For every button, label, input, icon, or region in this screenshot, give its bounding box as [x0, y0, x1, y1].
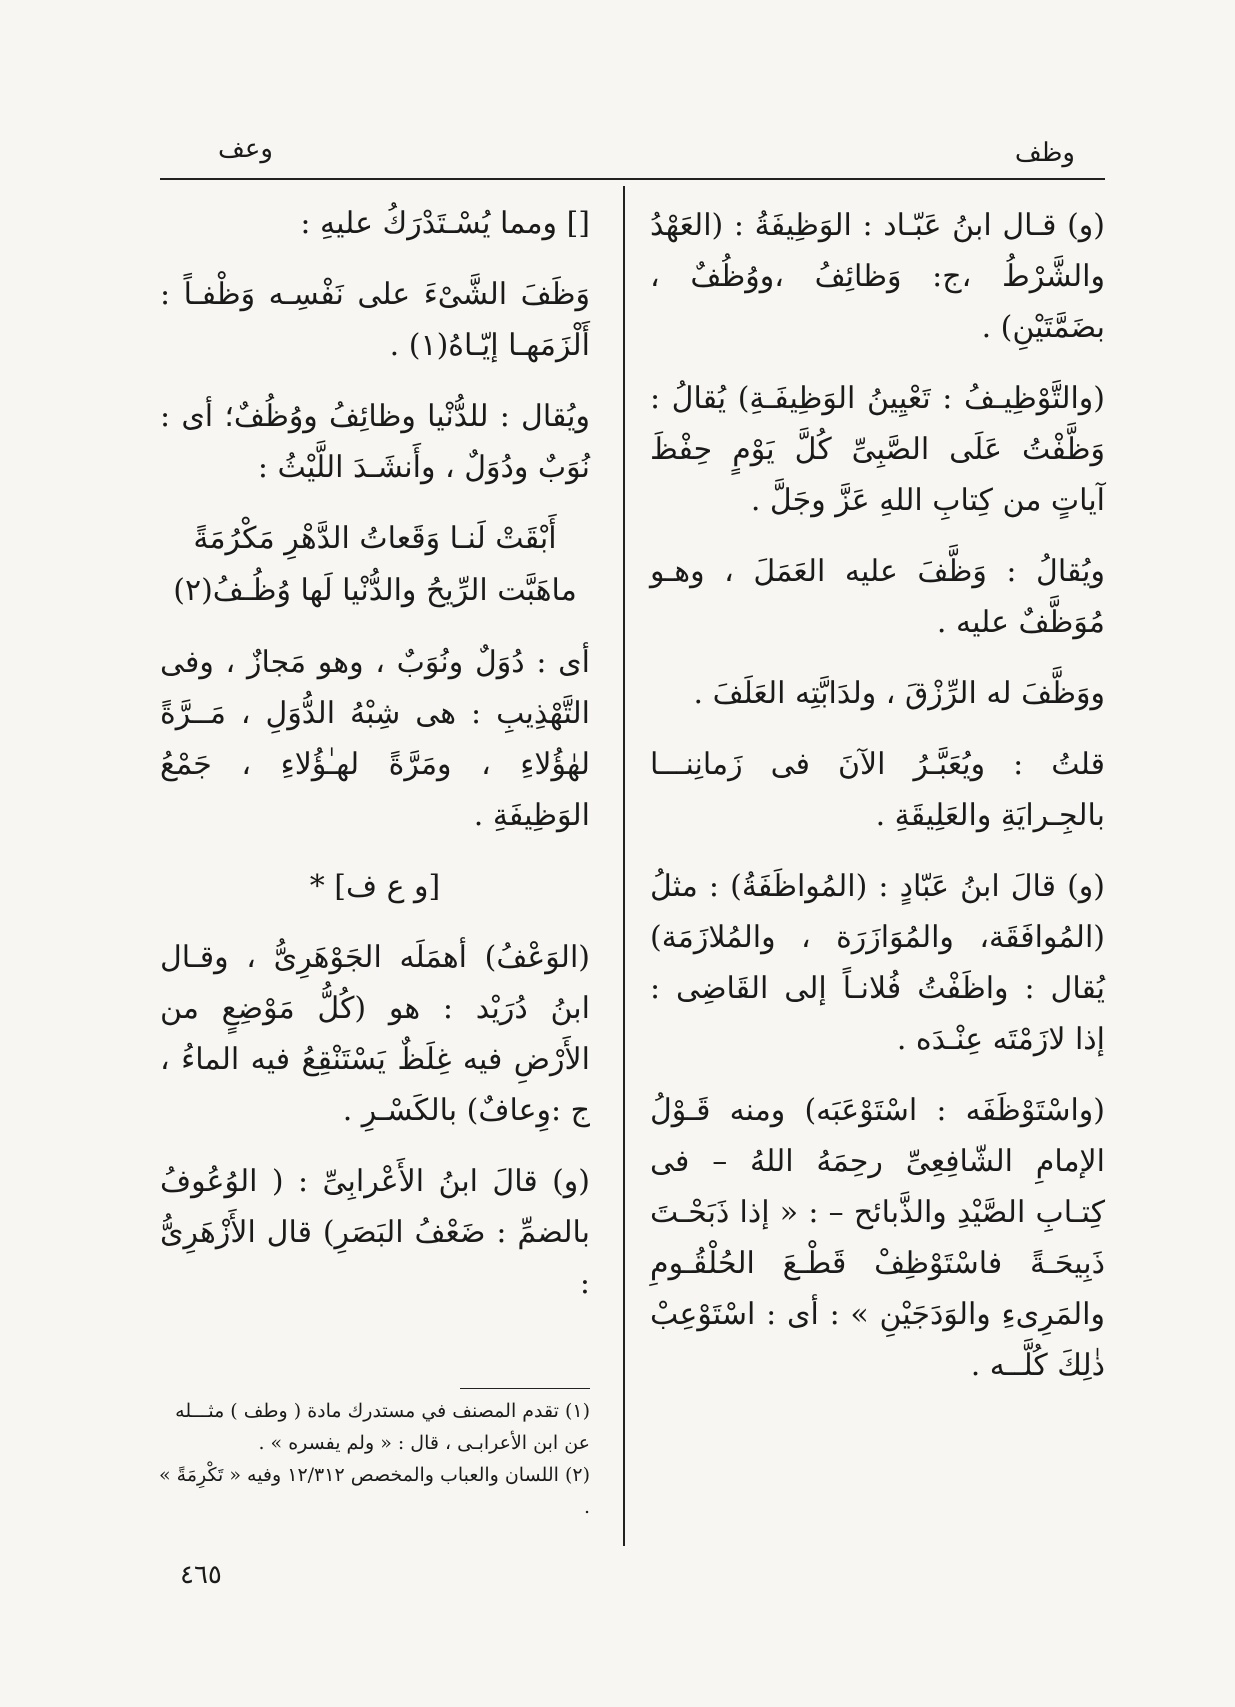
paragraph: ووَظَّفَ له الرِّزْقَ ، ولدَابَّتِه العَلَفَ . [693, 676, 1105, 711]
paragraph: ويُقالُ : وَظَّفَ عليه العَمَلَ ، وهـو مُوَظَّفٌ عليه . [650, 554, 1105, 640]
paragraph: [] ومما يُسْـتَدْرَكُ عليهِ : [300, 206, 590, 241]
paragraph: ويُقال : للدُّنْيا وظائِفُ ووُظُفٌ؛ أى : نُوَبٌ ودُوَلٌ ، وأَنشَـدَ اللَّيْثُ : [160, 399, 590, 485]
footnote: (٢) اللسان والعباب والمخصص ١٢/٣١٢ وفيه « تَكْرِمَةً » . [159, 1464, 590, 1518]
paragraph: (الوَعْفُ) أهمَلَه الجَوْهَرِىُّ ، وقـال ابنُ دُرَيْد : هو (كُلُّ مَوْضِعٍ من الأَرْضِ فيه غِلَظٌ يَسْتَنْقِعُ فيه الماءُ ، ج :وِعافٌ) بالكَسْـرِ . [160, 940, 590, 1128]
entry-heading: [و ع ف] * [309, 869, 441, 904]
paragraph: (و) قالَ ابنُ عَبّادٍ : (المُواظَفَةُ) : مثلُ (المُوافَقَة، والمُوَازَرَة ، والمُلازَمَة) يُقال : واظَفْتُ فُلانـاً إلى القَاضِى : إذا لازَمْتَه عِنْـدَه . [650, 869, 1105, 1057]
paragraph: (و) قالَ ابنُ الأَعْرابِىِّ : ( الوُعُوفُ بالضمِّ : ضَعْفُ البَصَرِ) قال الأَزْهَرِىُّ : [160, 1164, 590, 1301]
paragraph: وَظَفَ الشَّىْءَ على نَفْسِـه وَظْفـاً : أَلْزَمَهـا إيّـاهُ(١) . [160, 277, 590, 363]
right-column [650, 200, 1105, 1411]
verse-line: ماهَبَّت الرِّيحُ والدُّنْيا لَها وُظُـفُ(٢) [173, 573, 577, 608]
poetry-verse [160, 513, 590, 617]
column-divider [623, 186, 625, 1546]
footnote-divider [460, 1388, 590, 1389]
paragraph: (و) قـال ابنُ عَبّـاد : الوَظِيفَةُ : (العَهْدُ والشَّرْطُ ،ج: وَظائِفُ ،ووُظُفٌ ، بضَمَّتَيْنِ) . [650, 208, 1105, 345]
page-number: ٤٦٥ [180, 1560, 222, 1590]
footnotes [155, 1395, 590, 1523]
header-root-word-right: وظف [1014, 138, 1075, 168]
left-column [160, 198, 590, 1329]
header-root-word-left: وعف [218, 134, 273, 164]
paragraph: قلتُ : ويُعَبَّـرُ الآنَ فى زَمانِنـــا بالجِـرايَةِ والعَلِيقَةِ . [650, 747, 1105, 833]
paragraph: (واسْتَوْظَفَه : اسْتَوْعَبَه) ومنه قَـوْلُ الإمامِ الشّافِعِىِّ رحِمَهُ اللهُ – فى كِتـابِ الصَّيْدِ والذَّبائح – : « إذا ذَبَحْـتَ ذَبِيحَـةً فاسْتَوْظِفْ قَطْـعَ الحُلْقُـومِ والمَرِىءِ والوَدَجَيْنِ » : أى : اسْتَوْعِبْ ذٰلِكَ كُلَّــه . [650, 1093, 1105, 1383]
paragraph: (والتَّوْظِيـفُ : تَعْيِينُ الوَظِيفَـةِ) يُقالُ : وَظَّفْتُ عَلَى الصَّبِىِّ كُلَّ يَوْمٍ حِفْظَ آياتٍ من كِتابِ اللهِ عَزَّ وجَلَّ . [650, 381, 1105, 518]
verse-line: أَبْقَتْ لَنـا وَقَعاتُ الدَّهْرِ مَكْرُمَةً [193, 521, 557, 556]
header-divider [160, 178, 1105, 180]
footnote: (١) تقدم المصنف في مستدرك مادة ( وطف ) مثـــله عن ابن الأعرابـى ، قال : « ولم يفسره » . [175, 1400, 590, 1454]
paragraph: أى : دُوَلٌ ونُوَبٌ ، وهو مَجازٌ ، وفى التَّهْذِيبِ : هى شِبْهُ الدُّوَلِ ، مَــرَّةً لهٰؤُلاءِ ، ومَرَّةً لهـٰؤُلاءِ ، جَمْعُ الوَظِيفَةِ . [160, 645, 590, 833]
